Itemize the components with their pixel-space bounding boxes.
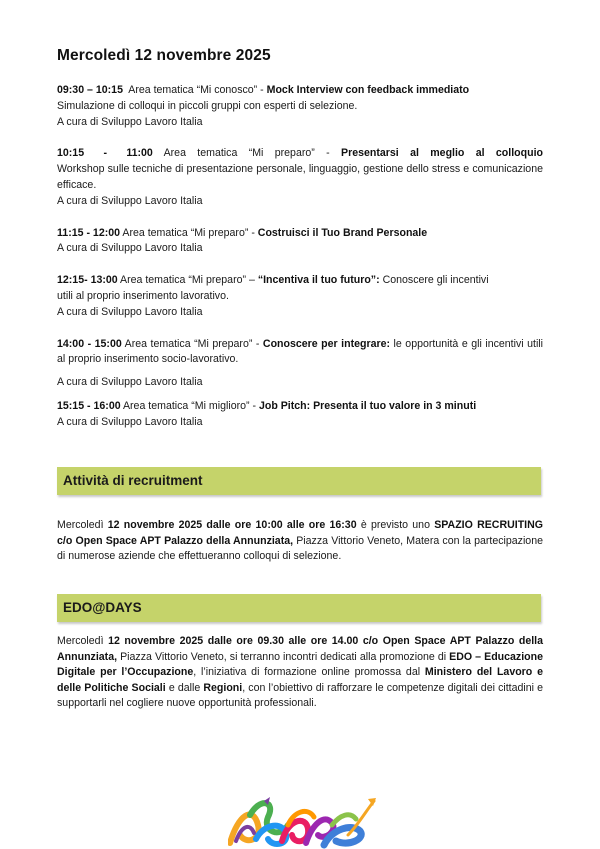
text-run: Mercoledì	[57, 519, 108, 531]
schedule-curator: A cura di Sviluppo Lavoro Italia	[57, 242, 203, 255]
bold-run: 12 novembre 2025 dalle ore 09.30 alle ore 14.00 c/o Open Space APT Palazzo della Annunziata,	[57, 635, 543, 663]
text-run: Piazza Vittorio Veneto, Matera con la partecipazione di numerose aziende che effettueranno colloqui di selezione.	[57, 534, 543, 563]
text-run: è previsto uno	[356, 519, 435, 531]
schedule-curator: A cura di Sviluppo Lavoro Italia	[57, 305, 203, 318]
schedule-time: 09:30 – 10:15	[57, 84, 123, 96]
schedule-time: 14:00 - 15:00	[57, 337, 122, 350]
schedule-time: 10:15 - 11:00	[57, 147, 153, 160]
colorful-ribbon-logo-icon	[228, 795, 378, 849]
section-heading: EDO@DAYS	[63, 600, 142, 615]
schedule-item	[57, 337, 543, 391]
edodays-paragraph	[57, 634, 543, 712]
schedule-desc: Simulazione di colloqui in piccoli gruppi con esperti di selezione.	[57, 99, 358, 112]
text-run: e dalle	[165, 681, 204, 694]
schedule-curator: A cura di Sviluppo Lavoro Italia	[57, 115, 203, 128]
schedule-list	[57, 83, 543, 447]
schedule-item	[57, 273, 507, 320]
schedule-item	[57, 399, 543, 431]
bold-run: Regioni	[203, 681, 243, 694]
schedule-item	[57, 83, 543, 130]
bold-run: SPAZIO RECRUITING c/o Open Space APT Palazzo della Annunziata,	[57, 519, 544, 547]
text-run: Mercoledì	[57, 635, 109, 647]
section-header-recruitment	[57, 467, 541, 495]
schedule-area: Area tematica “Mi preparo” -	[121, 337, 263, 350]
page-title: Mercoledì 12 novembre 2025	[57, 47, 271, 64]
schedule-time: 11:15 - 12:00	[57, 226, 121, 239]
schedule-topic: “Incentiva il tuo futuro”:	[257, 274, 380, 287]
schedule-curator: A cura di Sviluppo Lavoro Italia	[57, 376, 203, 389]
text-run: Piazza Vittorio Veneto, si terranno incontri dedicati alla promozione di	[117, 650, 450, 663]
schedule-time: 15:15 - 16:00	[57, 399, 121, 412]
schedule-area: Area tematica “Mi preparo” –	[117, 274, 258, 287]
schedule-area: Area tematica “Mi conosco” -	[122, 84, 267, 96]
section-header-edodays	[57, 594, 541, 622]
schedule-topic: Costruisci il Tuo Brand Personale	[257, 226, 428, 239]
schedule-topic: Presentarsi al meglio al colloquio	[341, 147, 543, 160]
schedule-area: Area tematica “Mi miglioro” -	[120, 399, 259, 412]
schedule-area: Area tematica “Mi preparo” -	[152, 147, 342, 160]
schedule-curator: A cura di Sviluppo Lavoro Italia	[57, 415, 203, 428]
schedule-desc: Conoscere gli incentivi utili al proprio inserimento lavorativo.	[57, 274, 489, 302]
bold-run: Ministero del Lavoro e delle Politiche Sociali	[57, 666, 544, 694]
schedule-desc: Workshop sulle tecniche di presentazione personale, linguaggio, gestione dello stress e comunicazione efficace.	[57, 163, 543, 191]
bold-run: EDO – Educazione Digitale per l’Occupazione	[57, 650, 544, 679]
section-heading: Attività di recruitment	[63, 473, 203, 488]
recruitment-paragraph	[57, 518, 543, 565]
schedule-topic: Mock Interview con feedback immediato	[266, 84, 470, 96]
schedule-item	[57, 226, 543, 258]
schedule-time: 12:15- 13:00	[57, 274, 118, 287]
schedule-curator: A cura di Sviluppo Lavoro Italia	[57, 194, 203, 207]
schedule-topic: Conoscere per integrare:	[262, 337, 391, 350]
bold-run: 12 novembre 2025 dalle ore 10:00 alle ore 16:30	[107, 519, 357, 531]
schedule-item	[57, 146, 543, 209]
text-run: , l’iniziativa di formazione online promossa dal	[193, 666, 425, 679]
schedule-desc: le opportunità e gli incentivi utili al proprio inserimento socio-lavorativo.	[57, 337, 544, 366]
schedule-topic: Job Pitch: Presenta il tuo valore in 3 minuti	[258, 399, 477, 412]
text-run: , con l’obiettivo di rafforzare le competenze digitali dei cittadini e supportarli nel cogliere nuove opportunità professionali.	[57, 681, 544, 710]
schedule-area: Area tematica “Mi preparo” -	[120, 226, 258, 239]
